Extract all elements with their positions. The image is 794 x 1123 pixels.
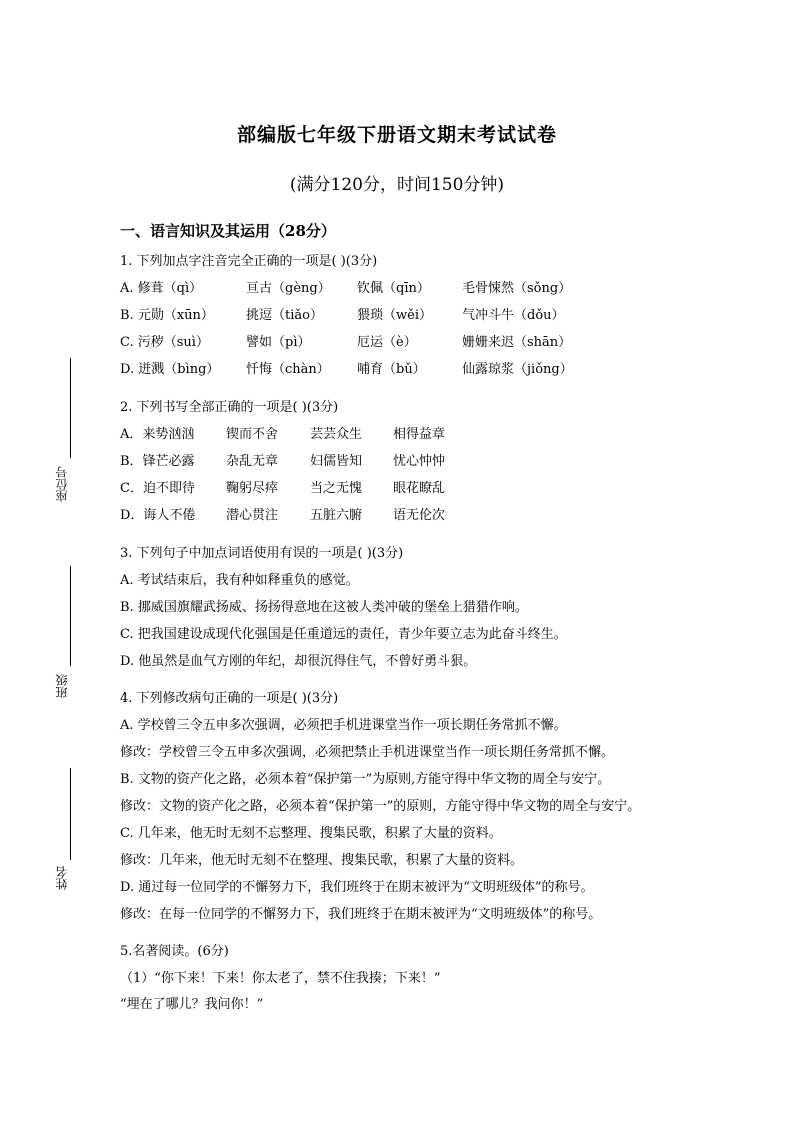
option-cell: A．来势汹汹 xyxy=(120,427,195,442)
page-subtitle: (满分120分，时间150分钟) xyxy=(289,175,505,195)
option-cell: 毛骨悚然（sǒng） xyxy=(462,281,572,296)
option-cell: 锲而不舍 xyxy=(226,427,279,442)
option-cell: 五脏六腑 xyxy=(310,508,363,523)
question-3-stem: 3. 下列句子中加点词语使用有误的一项是( )(3分) xyxy=(120,546,404,561)
option-cell: 仙露琼浆（jiǒng） xyxy=(462,362,573,377)
option-cell: 妇儒皆知 xyxy=(310,454,363,469)
name-line xyxy=(70,768,71,860)
option-cell: 潜心贯注 xyxy=(226,508,279,523)
option-cell: 亘古（gèng） xyxy=(246,281,331,296)
name-label: 姓名 xyxy=(55,866,69,890)
option-cell: D．诲人不倦 xyxy=(120,508,196,523)
option-cell: 相得益章 xyxy=(393,427,446,442)
question-4-line: C. 几年来，他无时无刻不忘整理、搜集民歌，积累了大量的资料。 xyxy=(120,826,502,841)
option-cell: A. 修葺（qì） xyxy=(120,281,203,296)
class-label: 班级 xyxy=(55,674,69,698)
question-4-line: 修改：学校曾三令五申多次强调，必须把禁止手机进课堂当作一项长期任务常抓不懈。 xyxy=(120,745,615,760)
question-4-line: 修改：在每一位同学的不懈努力下，我们班终于在期末被评为“文明班级体”的称号。 xyxy=(120,907,602,922)
option-cell: 当之无愧 xyxy=(310,481,363,496)
question-3-line: A. 考试结束后，我有种如释重负的感觉。 xyxy=(120,573,359,588)
option-cell: D. 迸溅（bìng） xyxy=(120,362,220,377)
option-cell: 气冲斗牛（dǒu） xyxy=(462,308,565,323)
option-cell: B．锋芒必露 xyxy=(120,454,195,469)
option-cell: 譬如（pì） xyxy=(246,335,311,350)
class-line xyxy=(70,566,71,666)
seat-line xyxy=(70,358,71,458)
option-cell: 忧心忡忡 xyxy=(393,454,446,469)
question-3-line: C. 把我国建设成现代化强国是任重道远的责任，青少年要立志为此奋斗终生。 xyxy=(120,627,567,642)
question-5-line: （1）“你下来！下来！你太老了，禁不住我揍；下来！” xyxy=(120,971,441,986)
question-1-stem: 1. 下列加点字注音完全正确的一项是( )(3分) xyxy=(120,254,378,269)
option-cell: 鞠躬尽瘁 xyxy=(226,481,279,496)
question-4-stem: 4. 下列修改病句正确的一项是( )(3分) xyxy=(120,691,339,706)
question-4-line: B. 文物的资产化之路，必须本着“保护第一”为原则,方能守得中华文物的周全与安宁。 xyxy=(120,772,611,787)
page-title: 部编版七年级下册语文期末考试试卷 xyxy=(236,124,557,146)
question-4-line: 修改：几年来，他无时无刻不在整理、搜集民歌，积累了大量的资料。 xyxy=(120,853,524,868)
question-3-line: B. 挪威国旗耀武扬威、扬扬得意地在这被人类冲破的堡垒上猎猎作响。 xyxy=(120,600,528,615)
question-5-stem: 5.名著阅读。(6分) xyxy=(120,944,229,959)
question-4-line: A. 学校曾三令五申多次强调，必须把手机进课堂当作一项长期任务常抓不懈。 xyxy=(120,718,567,733)
option-cell: 猥琐（wěi） xyxy=(357,308,432,323)
question-3-line: D. 他虽然是血气方刚的年纪，却很沉得住气，不曾好勇斗狠。 xyxy=(120,654,477,669)
option-cell: B. 元勋（xūn） xyxy=(120,308,214,323)
seat-label: 座位号 xyxy=(55,466,69,502)
question-4-line: D. 通过每一位同学的不懈努力下，我们班终于在期末被评为“文明班级体”的称号。 xyxy=(120,880,594,895)
option-cell: C. 污秽（suì） xyxy=(120,335,209,350)
option-cell: 哺育（bǔ） xyxy=(357,362,426,377)
question-5-line: “埋在了哪儿？我问你！” xyxy=(120,997,264,1012)
option-cell: C．迫不即待 xyxy=(120,481,195,496)
option-cell: 挑逗（tiǎo） xyxy=(246,308,323,323)
question-2-stem: 2. 下列书写全部正确的一项是( )(3分) xyxy=(120,400,339,415)
option-cell: 姗姗来迟（shān） xyxy=(462,335,572,350)
question-4-line: 修改：文物的资产化之路，必须本着“保护第一”的原则，方能守得中华文物的周全与安宁。 xyxy=(120,799,641,814)
option-cell: 忏悔（chàn） xyxy=(246,362,330,377)
option-cell: 眼花瞭乱 xyxy=(393,481,446,496)
option-cell: 杂乱无章 xyxy=(226,454,279,469)
option-cell: 芸芸众生 xyxy=(310,427,363,442)
option-cell: 语无伦次 xyxy=(393,508,446,523)
option-cell: 厄运（è） xyxy=(357,335,417,350)
section-heading: 一、语言知识及其运用（28分） xyxy=(120,222,336,240)
option-cell: 钦佩（qīn） xyxy=(357,281,430,296)
